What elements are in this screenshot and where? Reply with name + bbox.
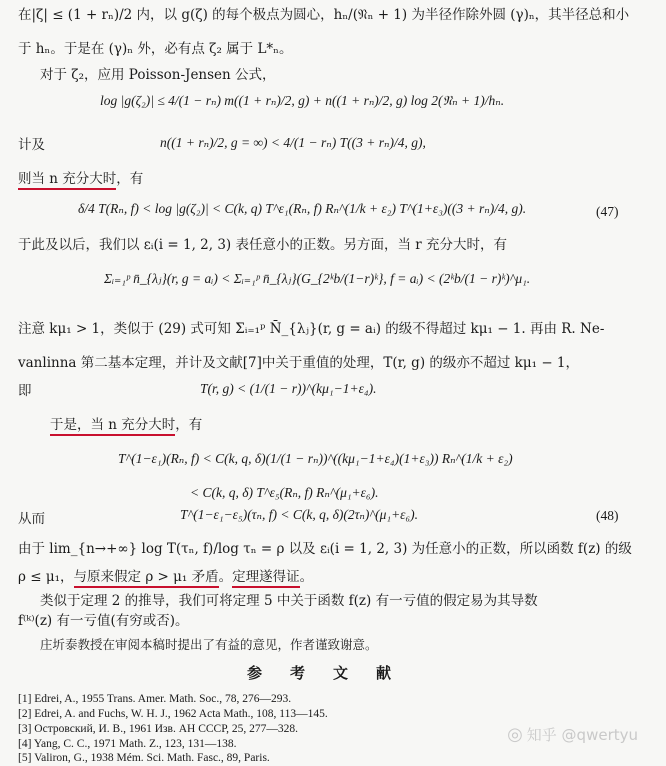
paragraph-line-13 bbox=[18, 568, 313, 586]
paragraph-line-7: 注意 kμ₁ > 1，类似于 (29) 式可知 Σᵢ₌₁ᵖ N̄_{λⱼ}(r, g = aᵢ) 的级不得超过 kμ₁ − 1. 再由 R. Ne- bbox=[18, 321, 605, 337]
paragraph-line-13-mid: 。 bbox=[218, 569, 233, 585]
zhihu-logo-icon: ◎ bbox=[507, 724, 523, 745]
paragraph-line-8: vanlinna 第二基本定理，并计及文献[7]中关于重值的处理，T(r, g) 的级亦不超过 kμ₁ − 1， bbox=[18, 355, 580, 371]
paragraph-line-10-rest: ，有 bbox=[175, 417, 203, 433]
equation-T-order: T(r, g) < (1/(1 − r))^(kμ₁−1+ε₄). bbox=[200, 381, 377, 396]
equation-T-bound-2: < C(k, q, δ) T^ε₅(Rₙ, f) Rₙ^(μ₁+ε₆). bbox=[190, 485, 379, 500]
reference-5: [5] Valiron, G., 1938 Mém. Sci. Math. Fasc., 89, Paris. bbox=[18, 752, 270, 764]
equation-T-bound-1: T^(1−ε₁)(Rₙ, f) < C(k, q, δ)(1/(1 − rₙ))^((kμ₁−1+ε₄)(1+ε₃)) Rₙ^(1/k + ε₂) bbox=[118, 451, 513, 466]
equation-47: δ/4 T(Rₙ, f) < log |g(ζ₂)| < C(k, q) T^ε₁(Rₙ, f) Rₙ^(1/k + ε₂) T^(1+ε₃)((3 + rₙ)/4, g). bbox=[78, 201, 527, 216]
paragraph-line-6: 于此及以后，我们以 εᵢ(i = 1, 2, 3) 表任意小的正数。另方面，当 r 充分大时，有 bbox=[18, 237, 508, 253]
equation-sum-n: Σᵢ₌₁ᵖ n̄_{λⱼ}(r, g = aᵢ) < Σᵢ₌₁ᵖ n̄_{λⱼ}(G_{2ᵏb/(1−r)ᵏ}, f = aᵢ) < (2ᵏb/(1 − r)ᵏ)^μ₁. bbox=[104, 271, 531, 286]
paragraph-line-1: 在|ζ| ≤ (1 + rₙ)/2 内，以 g(ζ) 的每个极点为圆心，hₙ/(𝔑ₙ + 1) 为半径作除外圆 (γ)ₙ，其半径总和小 bbox=[18, 7, 630, 23]
watermark-text: 知乎 @qwertyu bbox=[526, 726, 638, 744]
paragraph-line-14: 类似于定理 2 的推导，我们可将定理 5 中关于函数 f(z) 有一亏值的假定易为其导数 bbox=[40, 593, 538, 609]
paragraph-line-4: 计及 bbox=[18, 137, 45, 153]
reference-3: [3] Островский, И. В., 1961 Изв. АН СССР, 25, 277—328. bbox=[18, 723, 299, 735]
equation-number-48: (48) bbox=[596, 508, 619, 523]
reference-4: [4] Yang, C. C., 1971 Math. Z., 123, 131—138. bbox=[18, 738, 237, 750]
reference-2: [2] Edrei, A. and Fuchs, W. H. J., 1962 Acta Math., 108, 113—145. bbox=[18, 708, 328, 720]
references-heading: 参考文献 bbox=[246, 664, 419, 682]
underlined-phrase-4: 定理遂得证 bbox=[232, 569, 300, 588]
equation-number-47: (47) bbox=[596, 204, 619, 219]
watermark bbox=[507, 724, 638, 745]
paragraph-line-2: 于 hₙ。于是在 (γ)ₙ 外，必有点 ζ₂ 属于 L*ₙ。 bbox=[18, 41, 293, 57]
underlined-phrase-3: 与原来假定 ρ > μ₁ 矛盾 bbox=[74, 569, 219, 588]
equation-poisson-jensen: log |g(ζ₂)| ≤ 4/(1 − rₙ) m((1 + rₙ)/2, g) + n((1 + rₙ)/2, g) log 2(𝔑ₙ + 1)/hₙ. bbox=[100, 93, 505, 108]
underlined-phrase-1: 则当 n 充分大时 bbox=[18, 171, 116, 190]
paragraph-line-13-end: 。 bbox=[299, 569, 314, 585]
paragraph-line-11: 从而 bbox=[18, 511, 45, 527]
paragraph-line-15: f⁽ᵏ⁾(z) 有一亏值(有穷或否)。 bbox=[18, 613, 189, 629]
paragraph-line-5-rest: ，有 bbox=[116, 171, 144, 187]
paragraph-line-3: 对于 ζ₂，应用 Poisson-Jensen 公式， bbox=[40, 67, 276, 83]
acknowledgement: 庄圻泰教授在审阅本稿时提出了有益的意见，作者谨致谢意。 bbox=[40, 637, 378, 652]
equation-n-bound: n((1 + rₙ)/2, g = ∞) < 4/(1 − rₙ) T((3 + rₙ)/4, g), bbox=[160, 135, 426, 150]
paragraph-line-10 bbox=[50, 416, 202, 434]
paragraph-line-5 bbox=[18, 170, 143, 188]
equation-48: T^(1−ε₁−ε₅)(τₙ, f) < C(k, q, δ)(2τₙ)^(μ₁+ε₆). bbox=[180, 507, 419, 522]
paragraph-line-9: 即 bbox=[18, 383, 32, 399]
paragraph-line-12: 由于 lim_{n→+∞} log T(τₙ, f)/log τₙ = ρ 以及 εᵢ(i = 1, 2, 3) 为任意小的正数，所以函数 f(z) 的级 bbox=[18, 541, 632, 557]
reference-1: [1] Edrei, A., 1955 Trans. Amer. Math. Soc., 78, 276—293. bbox=[18, 693, 292, 705]
paragraph-line-13-pre: ρ ≤ μ₁， bbox=[18, 569, 74, 585]
underlined-phrase-2: 于是，当 n 充分大时 bbox=[50, 417, 175, 436]
